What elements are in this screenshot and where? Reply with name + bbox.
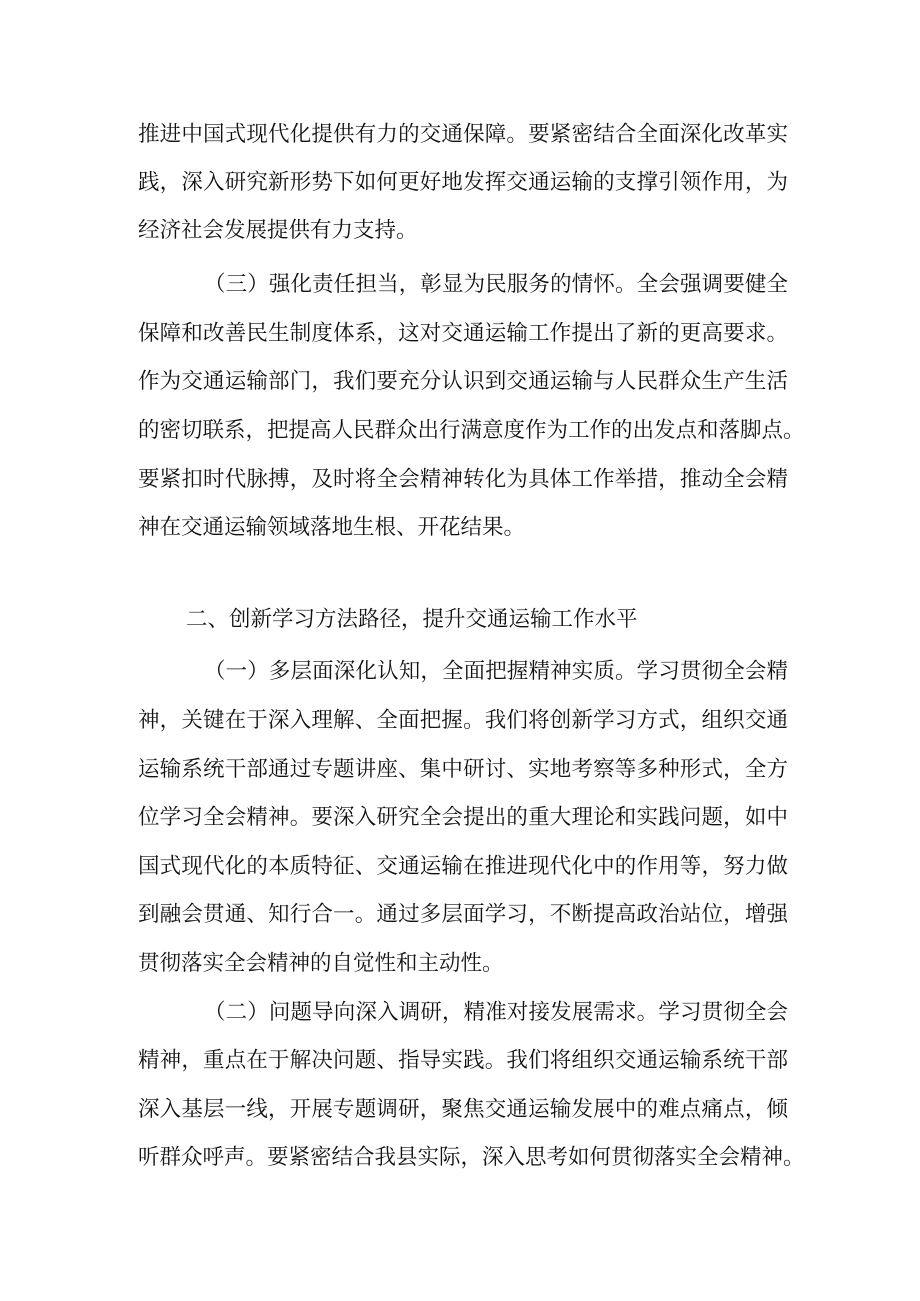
paragraph-3-line-6: 到融会贯通、知行合一。通过多层面学习，不断提高政治站位，增强	[138, 902, 788, 927]
paragraph-2-line-6: 神在交通运输领域落地生根、开花结果。	[138, 515, 526, 540]
paragraph-3-line-5: 国式现代化的本质特征、交通运输在推进现代化中的作用等，努力做	[138, 854, 788, 879]
paragraph-4-line-1: （二）问题导向深入调研，精准对接发展需求。学习贯彻全会	[204, 1000, 788, 1025]
paragraph-4-line-3: 深入基层一线，开展专题调研，聚焦交通运输发展中的难点痛点，倾	[138, 1097, 788, 1122]
paragraph-2-line-3: 作为交通运输部门，我们要充分认识到交通运输与人民群众生产生活	[138, 369, 788, 394]
paragraph-1-line-2: 践，深入研究新形势下如何更好地发挥交通运输的支撑引领作用，为	[138, 170, 788, 195]
section-heading: 二、创新学习方法路径，提升交通运输工作水平	[186, 607, 638, 632]
paragraph-3-line-7: 贯彻落实全会精神的自觉性和主动性。	[138, 951, 504, 976]
paragraph-3-line-4: 位学习全会精神。要深入研究全会提出的重大理论和实践问题，如中	[138, 805, 788, 830]
paragraph-2-line-1: （三）强化责任担当，彰显为民服务的情怀。全会强调要健全	[204, 272, 788, 297]
paragraph-4-line-2: 精神，重点在于解决问题、指导实践。我们将组织交通运输系统干部	[138, 1048, 788, 1073]
paragraph-2-line-5: 要紧扣时代脉搏，及时将全会精神转化为具体工作举措，推动全会精	[138, 467, 788, 492]
paragraph-4-line-4: 听群众呼声。要紧密结合我县实际，深入思考如何贯彻落实全会精神。	[138, 1145, 805, 1170]
paragraph-3-line-1: （一）多层面深化认知，全面把握精神实质。学习贯彻全会精	[204, 659, 788, 684]
paragraph-2-line-4: 的密切联系，把提高人民群众出行满意度作为工作的出发点和落脚点。	[138, 418, 805, 443]
paragraph-3-line-2: 神，关键在于深入理解、全面把握。我们将创新学习方式，组织交通	[138, 708, 788, 733]
paragraph-2-line-2: 保障和改善民生制度体系，这对交通运输工作提出了新的更高要求。	[138, 321, 788, 346]
paragraph-1-line-1: 推进中国式现代化提供有力的交通保障。要紧密结合全面深化改革实	[138, 122, 788, 147]
paragraph-3-line-3: 运输系统干部通过专题讲座、集中研讨、实地考察等多种形式，全方	[138, 757, 788, 782]
paragraph-1-line-3: 经济社会发展提供有力支持。	[138, 218, 418, 243]
